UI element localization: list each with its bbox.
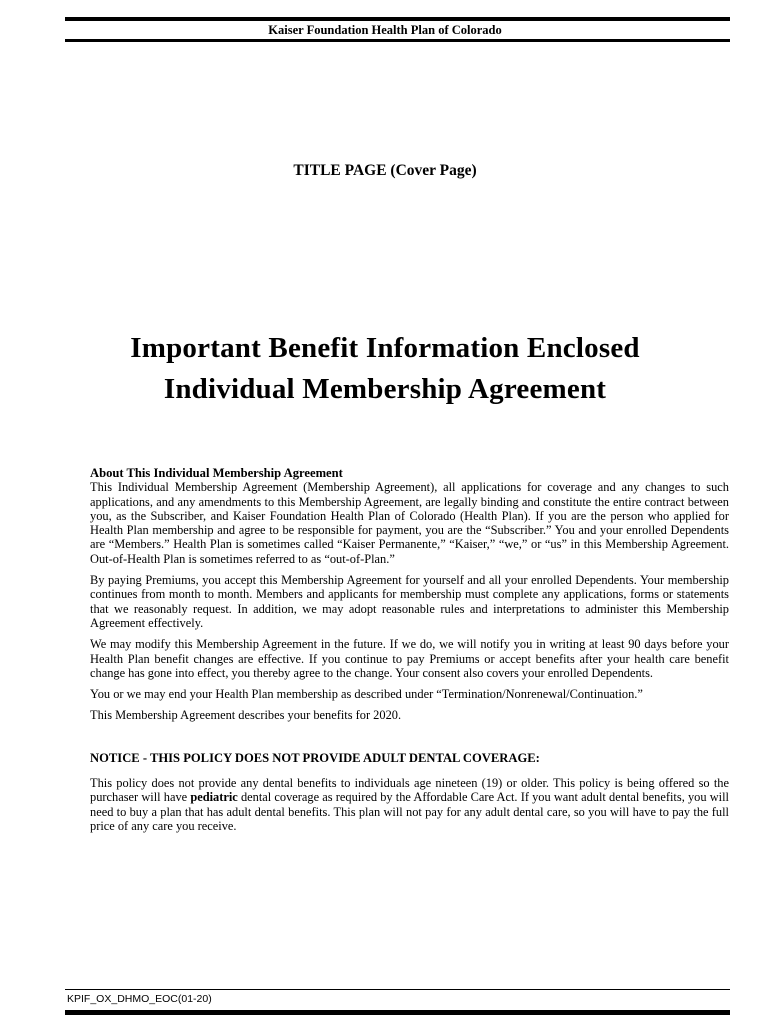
about-section-heading: About This Individual Membership Agreement xyxy=(90,466,343,480)
main-heading xyxy=(0,328,770,410)
notice-text-after: dental coverage as required by the Affordable Care Act. If you want adult dental benefits, you will need to buy a plan that has adult dental benefits. This plan will not pay for any adult dental care, so you will have to pay the full price of any care you receive. xyxy=(90,790,729,833)
body-content xyxy=(90,466,729,833)
about-paragraph-3: We may modify this Membership Agreement in the future. If we do, we will notify you in writing at least 90 days before your Health Plan benefit changes are effective. If you continue to pay Premiums or accept benefits after your health care benefit change has gone into effect, you thereby agree to the change. Your consent also covers your enrolled Dependents. xyxy=(90,637,729,680)
notice-text-before: This policy does not provide any dental benefits to individuals age nineteen (19) or older. This policy is being offered so the purchaser will have xyxy=(90,776,729,805)
main-heading-line1: Important Benefit Information Enclosed xyxy=(130,332,640,364)
notice-bold-word: pediatric xyxy=(190,790,238,805)
footer-bar xyxy=(65,1010,730,1015)
about-paragraph-5: This Membership Agreement describes your benefits for 2020. xyxy=(90,708,402,723)
about-paragraph-2: By paying Premiums, you accept this Membership Agreement for yourself and all your enrolled Dependents. Your membership continues from month to month. Members and applicants for membership must complete any applications, forms or statements that we reasonably request. In addition, we may adopt reasonable rules and interpretations to administer this Membership Agreement effectively. xyxy=(90,573,729,630)
footer-document-code: KPIF_OX_DHMO_EOC(01-20) xyxy=(67,993,212,1005)
notice-paragraph xyxy=(90,776,729,833)
header-rule-bottom xyxy=(65,39,730,42)
about-paragraph-1: This Individual Membership Agreement (Membership Agreement), all applications for coverage and any changes to such applications, and any amendments to this Membership Agreement, are legally binding and constitute the entire contract between you, as the Subscriber, and Kaiser Foundation Health Plan of Colorado (Health Plan). If you are the person who applied for Health Plan membership and agree to be responsible for payment, you are the “Subscriber.” You and your enrolled Dependents are “Members.” Health Plan is sometimes called “Kaiser Permanente,” “Kaiser,” “we,” or “us” in this Membership Agreement. Out-of-Health Plan is sometimes referred to as “out-of-Plan.” xyxy=(90,480,729,566)
main-heading-line2: Individual Membership Agreement xyxy=(163,373,607,405)
header-title: Kaiser Foundation Health Plan of Colorado xyxy=(268,23,502,37)
about-paragraph-4: You or we may end your Health Plan membership as described under “Termination/Nonrenewal/Continuation.” xyxy=(90,687,643,702)
footer-rule xyxy=(65,989,730,990)
title-page-label: TITLE PAGE (Cover Page) xyxy=(293,162,477,179)
notice-heading: NOTICE - THIS POLICY DOES NOT PROVIDE ADULT DENTAL COVERAGE: xyxy=(90,750,540,765)
header-rule-top xyxy=(65,17,730,21)
